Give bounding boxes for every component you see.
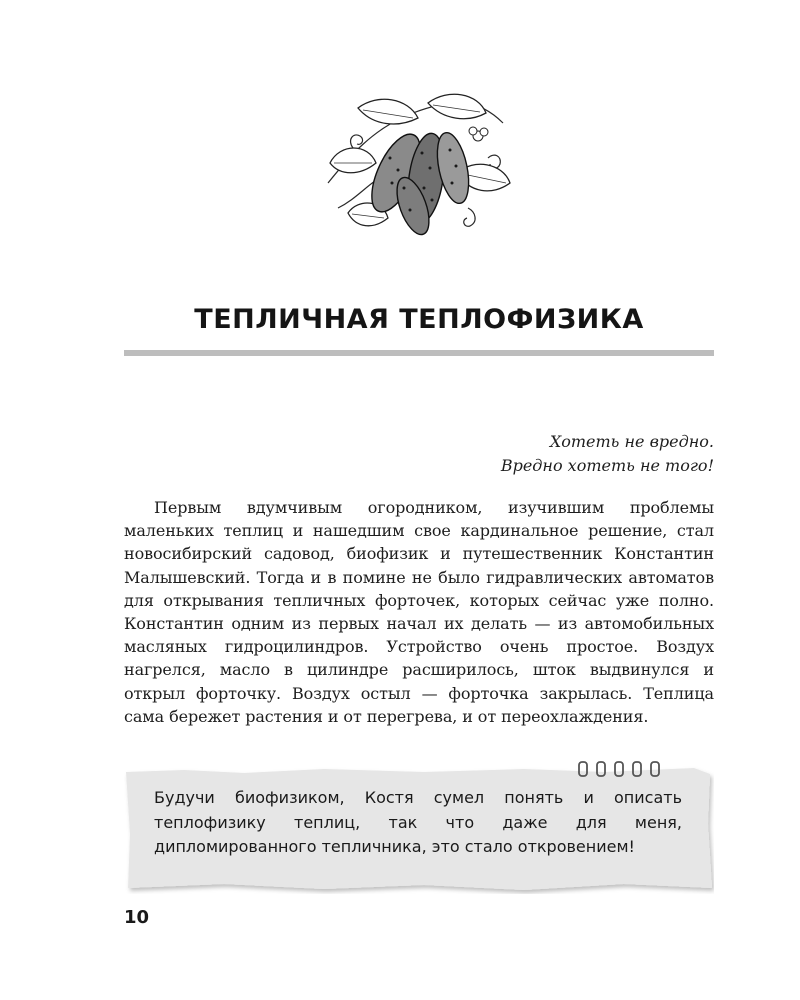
- body-paragraph: Первым вдумчивым огородником, изучившим проблемы маленьких теплиц и нашедшим свое кардинальное решение, стал новосибирский садовод, биофизик и путешественник Константин Малышевский. Тогда и в помине не было гидравлических автоматов для открывания тепличных форточек, которых сейчас уже полно. Константин одним из первых начал их делать — из автомобильных масляных гидроцилиндров. Устройство очень простое. Воздух нагрелся, масло в цилиндре расширилось, шток выдвинулся и открыл форточку. Воздух остыл — форточка закрылась. Теплица сама бережет растения и от перегрева, и от переохлаждения.: [124, 498, 714, 726]
- cucumber-plant-illustration: [318, 88, 518, 248]
- epigraph: [314, 430, 714, 478]
- epigraph-line: Хотеть не вредно.: [549, 432, 714, 451]
- note-text: Будучи биофизиком, Костя сумел понять и описать теплофизику теплиц, так что даже для меня, дипломированного тепличника, это стало откровением!: [154, 788, 682, 856]
- title-rule: [124, 350, 714, 356]
- page-number: 10: [124, 907, 150, 928]
- spiral-binding-icon: [576, 758, 676, 780]
- cucumber-plant-icon: [318, 88, 518, 248]
- chapter-title: ТЕПЛИЧНАЯ ТЕПЛОФИЗИКА: [194, 304, 644, 335]
- epigraph-line: Вредно хотеть не того!: [500, 456, 714, 475]
